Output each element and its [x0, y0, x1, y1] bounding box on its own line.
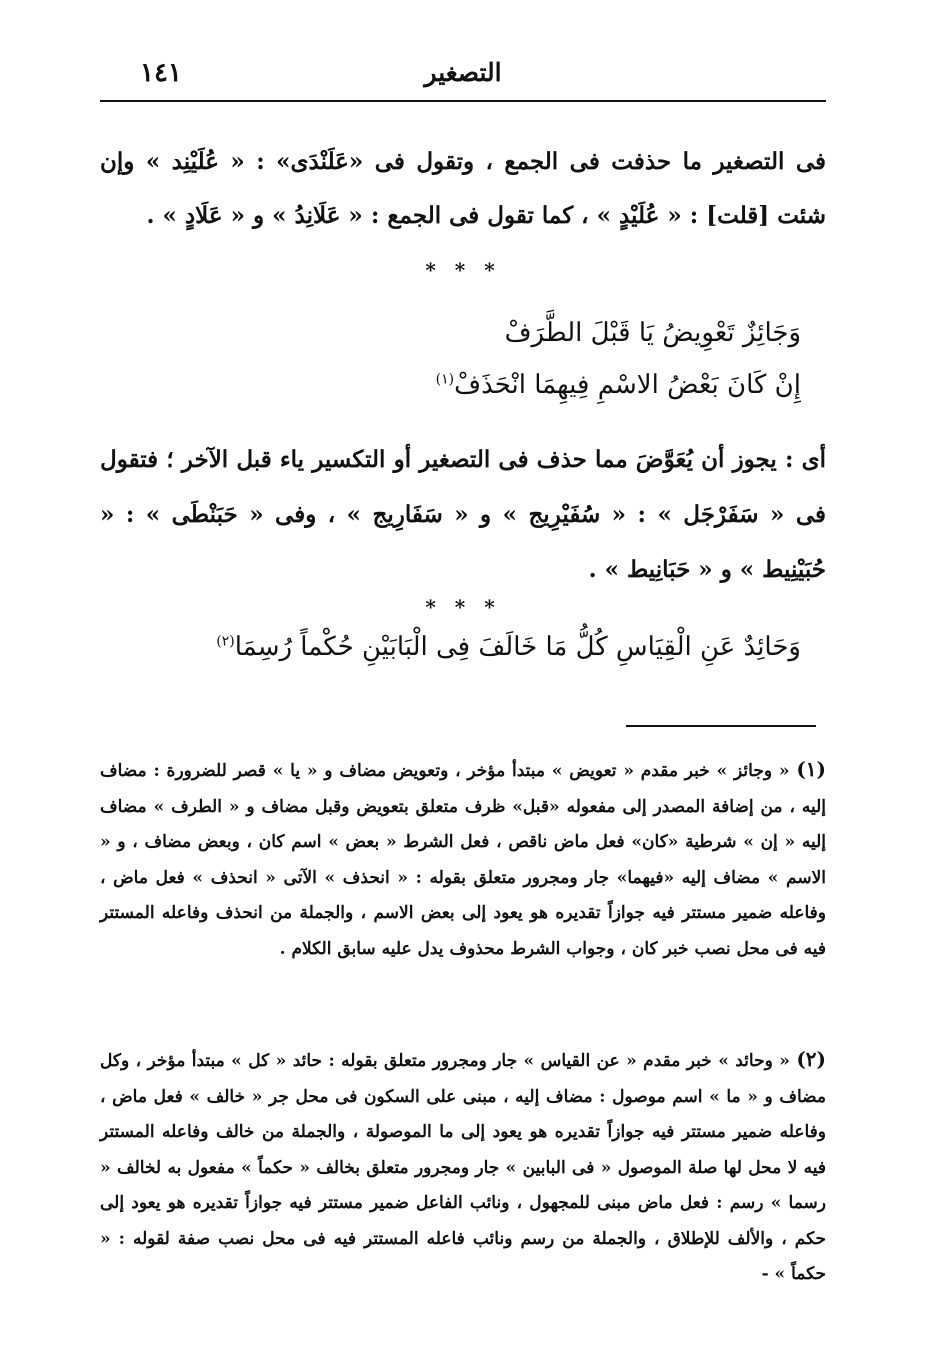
page-header	[100, 58, 826, 92]
verse-text: وَجَائِزٌ تَعْوِيضُ يَا قَبْلَ الطَّرَفْ	[504, 318, 801, 348]
header-rule	[100, 100, 826, 102]
verse-1-line-1	[101, 318, 801, 348]
verse-text: إِنْ كَانَ بَعْضُ الاسْمِ فِيهِمَا انْحَذَفْ	[454, 370, 801, 400]
intro-text: فى التصغير ما حذفت فى الجمع ، وتقول فى «عَلَنْدَى» : « عُلَيْنِد » وإن شئت [قلت] : « عُلَيْدٍ » ، كما تقول فى الجمع : « عَلَانِدُ » و « عَلَادٍ » .	[100, 148, 826, 229]
explanation-paragraph	[100, 432, 826, 597]
verse-text: وَحَائِدٌ عَنِ الْقِيَاسِ كُلُّ مَا خَالَفَ فِى الْبَابَيْنِ حُكْماً رُسِمَا	[234, 632, 801, 662]
verse-2-line	[101, 632, 801, 662]
verse-1-line-2	[101, 370, 801, 400]
section-separator: * * *	[425, 258, 501, 282]
footnote-text: « وجائز » خبر مقدم « تعويض » مبتدأ مؤخر ، وتعويض مضاف و « يا » قصر للضرورة : مضاف إليه ، من إضافة المصدر إلى مفعوله «قبل» ظرف متعلق بتعويض وقبل مضاف و « الطرف » مضاف إليه « إن » شرطية «كان» فعل ماض ناقص ، فعل الشرط « بعض » اسم كان ، وبعض مضاف ، و « الاسم » مضاف إليه «فيهما» جار ومجرور متعلق بقوله : « انحذف » الآتى « انحذف » فعل ماض ، وفاعله ضمير مستتر فيه جوازاً تقديره هو يعود إلى بعض الاسم ، والجملة من انحذف وفاعله المستتر فيه فى محل نصب خبر كان ، وجواب الشرط محذوف يدل عليه سابق الكلام .	[100, 761, 826, 959]
footnote-number: (١)	[796, 757, 826, 781]
footnote-rule	[626, 725, 816, 727]
footnote-marker-2: (٢)	[216, 633, 235, 650]
footnote-marker-1: (١)	[435, 371, 455, 388]
footnote-number: (٢)	[796, 1047, 826, 1071]
footnote-2	[100, 1042, 826, 1293]
intro-paragraph	[100, 135, 826, 243]
page-number: ١٤١	[140, 58, 182, 88]
footnote-1	[100, 752, 826, 967]
running-title: التصغير	[424, 58, 502, 87]
explanation-text: أى : يجوز أن يُعَوَّضَ مما حذف فى التصغير أو التكسير ياء قبل الآخر ؛ فتقول فى « سَفَرْجَل » : « سُفَيْرِيج » و « سَفَارِيج » ، وفى « حَبَنْطَى » : « حُبَيْنِيط » و « حَبَانِيط » .	[100, 446, 826, 583]
section-separator: * * *	[425, 595, 501, 619]
footnote-text: « وحائد » خبر مقدم « عن القياس » جار ومجرور متعلق بقوله : حائد « كل » مبتدأ مؤخر ، وكل مضاف و « ما » اسم موصول : مضاف إليه ، مبنى على السكون فى محل جر « خالف » فعل ماض ، وفاعله ضمير مستتر فيه جوازاً تقديره هو يعود إلى ما الموصولة ، والجملة من خالف وفاعله المستتر فيه لا محل لها صلة الموصول « فى البابين » جار ومجرور متعلق بخالف « حكماً » مفعول به لخالف « رسما » رسم : فعل ماض مبنى للمجهول ، ونائب الفاعل ضمير مستتر فيه جوازاً تقديره هو يعود إلى حكم ، والألف للإطلاق ، والجملة من رسم ونائب فاعله المستتر فيه فى محل نصب صفة لقوله : « حكماً » -	[100, 1051, 826, 1284]
